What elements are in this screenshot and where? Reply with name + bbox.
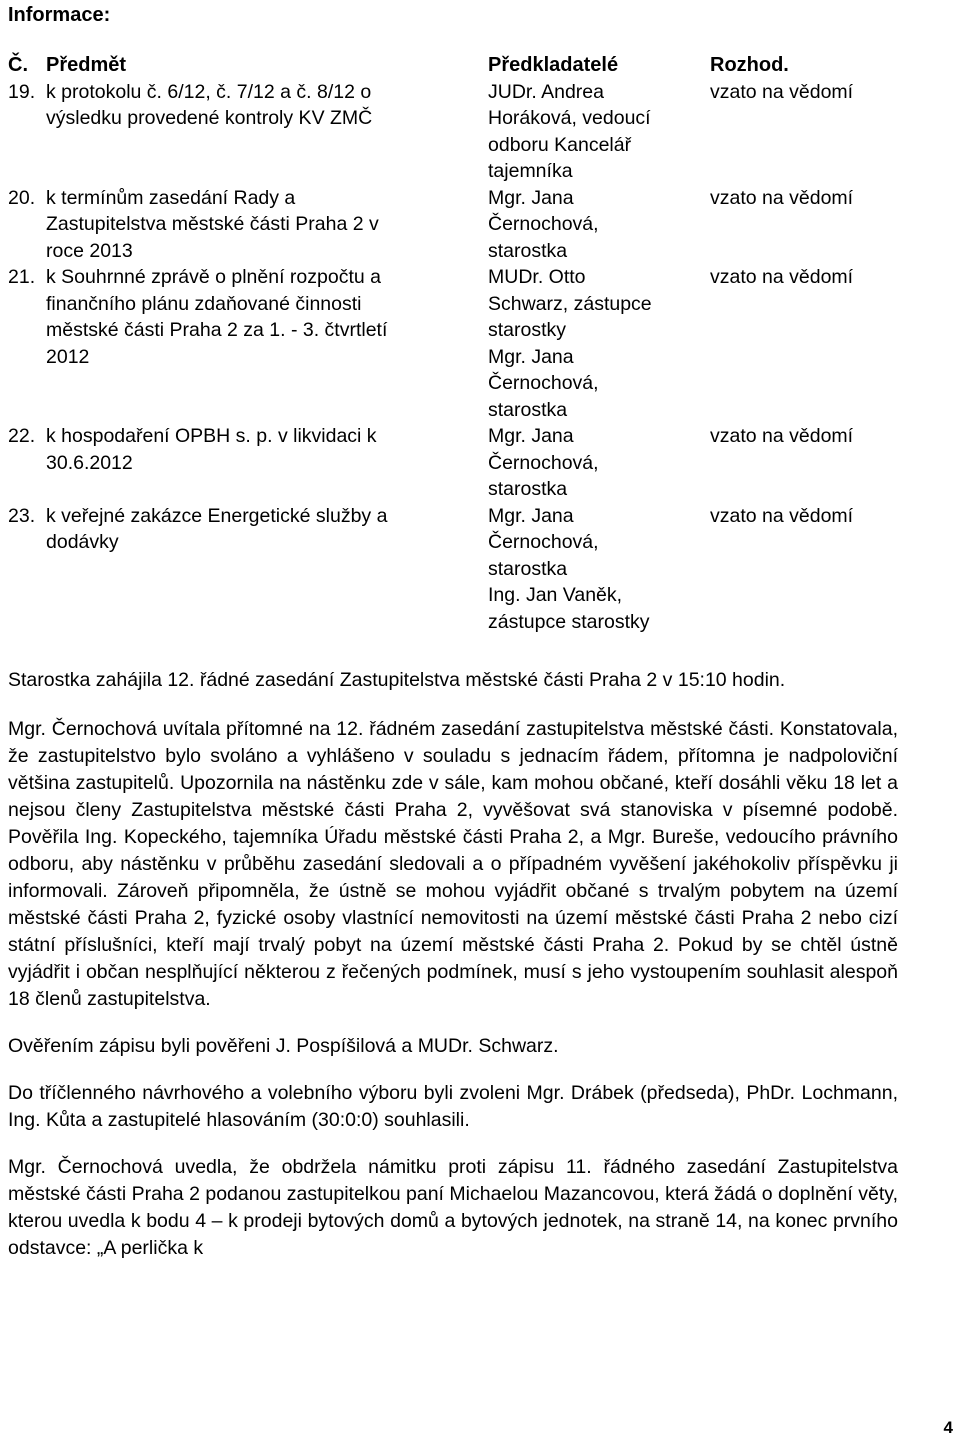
page-number: 4 xyxy=(943,1418,953,1437)
row-decision: vzato na vědomí xyxy=(710,186,854,209)
information-items-table xyxy=(8,52,898,635)
row-subject: k Souhrnné zprávě o plnění rozpočtu a finančního plánu zdaňované činnosti městské části Praha 2 za 1. - 3. čtvrtletí 2012 xyxy=(46,266,388,368)
header-subject: Předmět xyxy=(46,54,127,76)
row-submitters: Mgr. Jana Černochová, starostka xyxy=(488,186,599,262)
table-row xyxy=(8,185,898,265)
table-row xyxy=(8,264,898,423)
row-subject: k protokolu č. 6/12, č. 7/12 a č. 8/12 o výsledku provedené kontroly KV ZMČ xyxy=(46,80,373,129)
row-number: 19. xyxy=(8,80,36,103)
paragraph-welcome: Mgr. Černochová uvítala přítomné na 12. řádném zasedání zastupitelstva městské části. Konstatovala, že zastupitelstvo bylo svoláno a vyhlášeno v souladu s jednacím řádem, přítomna je nadpoloviční většina zastupitelů. Upozornila na nástěnku zde v sále, kam mohou občané, kteří dosáhli věku 18 let a nejsou členy Zastupitelstva městské části Praha 2, vyvěšovat svá stanoviska v písemné podobě. Pověřila Ing. Kopeckého, tajemníka Úřadu městské části Praha 2, a Mgr. Bureše, vedoucího právního odboru, aby nástěnku v průběhu zasedání sledovali a o případném vyvěšení jakéhokoliv příspěvku ji informovali. Zároveň připomněla, že ústně se mohou vyjádřit občané s trvalým pobytem na území městské části Praha 2, fyzické osoby vlastnící nemovitosti na území městské části Praha 2 nebo cizí státní příslušníci, kteří mají trvalý pobyt na území městské části Praha 2. Pokud by se chtěl ústně vyjádřit i občan nesplňující některou z řečených podmínek, musí s jeho vystoupením souhlasit alespoň 18 členů zastupitelstva. xyxy=(8,718,898,1010)
row-decision: vzato na vědomí xyxy=(710,266,854,288)
row-subject: k hospodaření OPBH s. p. v likvidaci k 30.6.2012 xyxy=(46,425,377,474)
minutes-body xyxy=(8,667,898,1262)
header-number: Č. xyxy=(8,54,28,76)
paragraph-verification: Ověřením zápisu byli pověřeni J. Pospíšilová a MUDr. Schwarz. xyxy=(8,1035,559,1057)
row-number: 21. xyxy=(8,266,36,288)
paragraph-objection: Mgr. Černochová uvedla, že obdržela námitku proti zápisu 11. řádného zasedání Zastupitelstva městské části Praha 2 podanou zastupitelkou paní Michaelou Mazancovou, která žádá o doplnění věty, kterou uvedla k bodu 4 – k prodeji bytových domů a bytových jednotek, na straně 14, na konec prvního odstavce: „A perlička k xyxy=(8,1156,898,1259)
row-decision: vzato na vědomí xyxy=(710,425,854,447)
paragraph-opening: Starostka zahájila 12. řádné zasedání Zastupitelstva městské části Praha 2 v 15:10 hodin. xyxy=(8,669,786,691)
section-heading: Informace: xyxy=(8,4,111,26)
header-submitters: Předkladatelé xyxy=(488,54,619,76)
row-subject: k termínům zasedání Rady a Zastupitelstva městské části Praha 2 v roce 2013 xyxy=(46,186,379,262)
row-subject: k veřejné zakázce Energetické služby a dodávky xyxy=(46,504,388,553)
table-row xyxy=(8,79,898,185)
row-submitters: Mgr. Jana Černochová, starostka Ing. Jan Vaněk, zástupce starostky xyxy=(488,504,650,633)
row-number: 22. xyxy=(8,425,36,447)
row-number: 20. xyxy=(8,186,36,209)
row-number: 23. xyxy=(8,504,36,527)
header-decision: Rozhod. xyxy=(710,54,789,76)
row-decision: vzato na vědomí xyxy=(710,80,854,103)
paragraph-committee: Do tříčlenného návrhového a volebního výboru byli zvoleni Mgr. Drábek (předseda), PhDr. Lochmann, Ing. Kůta a zastupitelé hlasováním (30:0:0) souhlasili. xyxy=(8,1082,898,1131)
row-decision: vzato na vědomí xyxy=(710,504,854,527)
row-submitters: JUDr. Andrea Horáková, vedoucí odboru Kancelář tajemníka xyxy=(488,80,651,182)
table-row xyxy=(8,503,898,636)
row-submitters: MUDr. Otto Schwarz, zástupce starostky Mgr. Jana Černochová, starostka xyxy=(488,266,652,421)
table-row xyxy=(8,423,898,503)
row-submitters: Mgr. Jana Černochová, starostka xyxy=(488,425,599,500)
table-header-row xyxy=(8,52,898,79)
